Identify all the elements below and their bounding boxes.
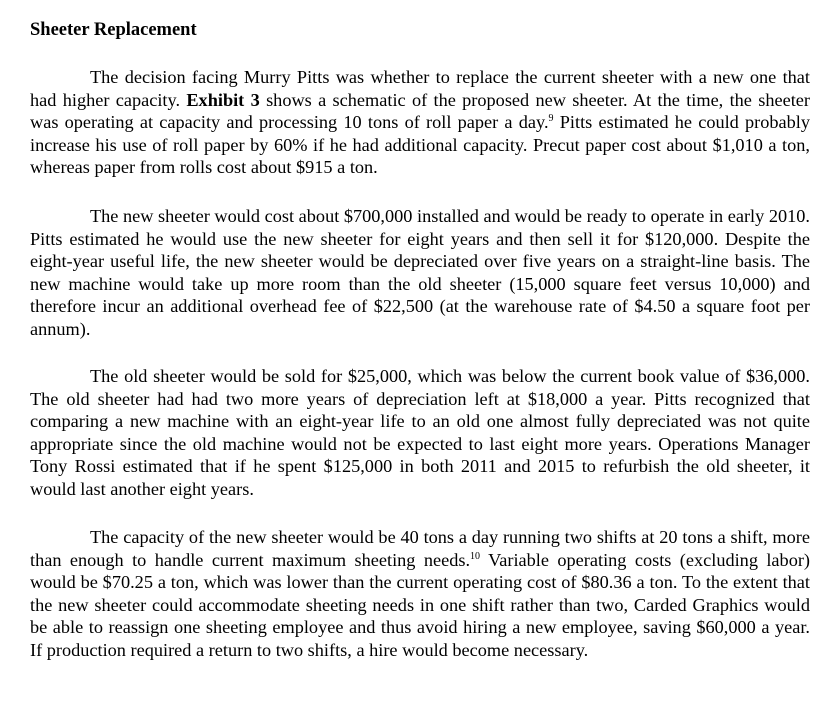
paragraph-4	[30, 526, 810, 661]
paragraph-2: The new sheeter would cost about $700,000 installed and would be ready to operate in early 2010. Pitts estimated he would use the new sheeter for eight years and then sell it for $120,000. Despite the eight-year useful life, the new sheeter would be depreciated over five years on a straight-line basis. The new machine would take up more room than the old sheeter (15,000 square feet versus 10,000) and therefore incur an additional overhead fee of $22,500 (at the warehouse rate of $4.50 a square foot per annum).	[30, 206, 810, 339]
section-heading: Sheeter Replacement	[30, 20, 197, 40]
paragraph-1-text-a: The decision facing Murry Pitts was whether to replace the current sheeter with a new one that had higher capacity.	[30, 67, 810, 110]
paragraph-1-text-c: Pitts estimated he could probably increase his use of roll paper by 60% if he had additional capacity. Precut paper cost about $1,010 a ton, whereas paper from rolls cost about $915 a ton.	[30, 112, 811, 177]
paragraph-1	[30, 66, 810, 179]
paragraph-1-text-b: shows a schematic of the proposed new sheeter. At the time, the sheeter was operating at capacity and processing 10 tons of roll paper a day.	[30, 89, 810, 132]
footnote-marker-10: 10	[470, 550, 481, 562]
paragraph-4-text-a: The capacity of the new sheeter would be 40 tons a day running two shifts at 20 tons a shift, more than enough to handle current maximum sheeting needs.	[30, 527, 810, 570]
exhibit-reference: Exhibit 3	[186, 89, 260, 110]
footnote-marker-9: 9	[548, 113, 554, 124]
paragraph-4-text-b: Variable operating costs (excluding labor) would be $70.25 a ton, which was lower than the current operating cost of $80.36 a ton. To the extent that the new sheeter could accommodate sheeting needs in one shift rather than two, Carded Graphics would be able to reassign one sheeting employee and thus avoid hiring a new employee, saving $60,000 a year. If production required a return to two shifts, a hire would become necessary.	[30, 549, 811, 660]
paragraph-3: The old sheeter would be sold for $25,000, which was below the current book value of $36,000. The old sheeter had had two more years of depreciation left at $18,000 a year. Pitts recognized that comparing a new machine with an eight-year life to an old one almost fully depreciated was not quite appropriate since the old machine would not be expected to last eight more years. Operations Manager Tony Rossi estimated that if he spent $125,000 in both 2011 and 2015 to refurbish the old sheeter, it would last another eight years.	[30, 366, 810, 499]
